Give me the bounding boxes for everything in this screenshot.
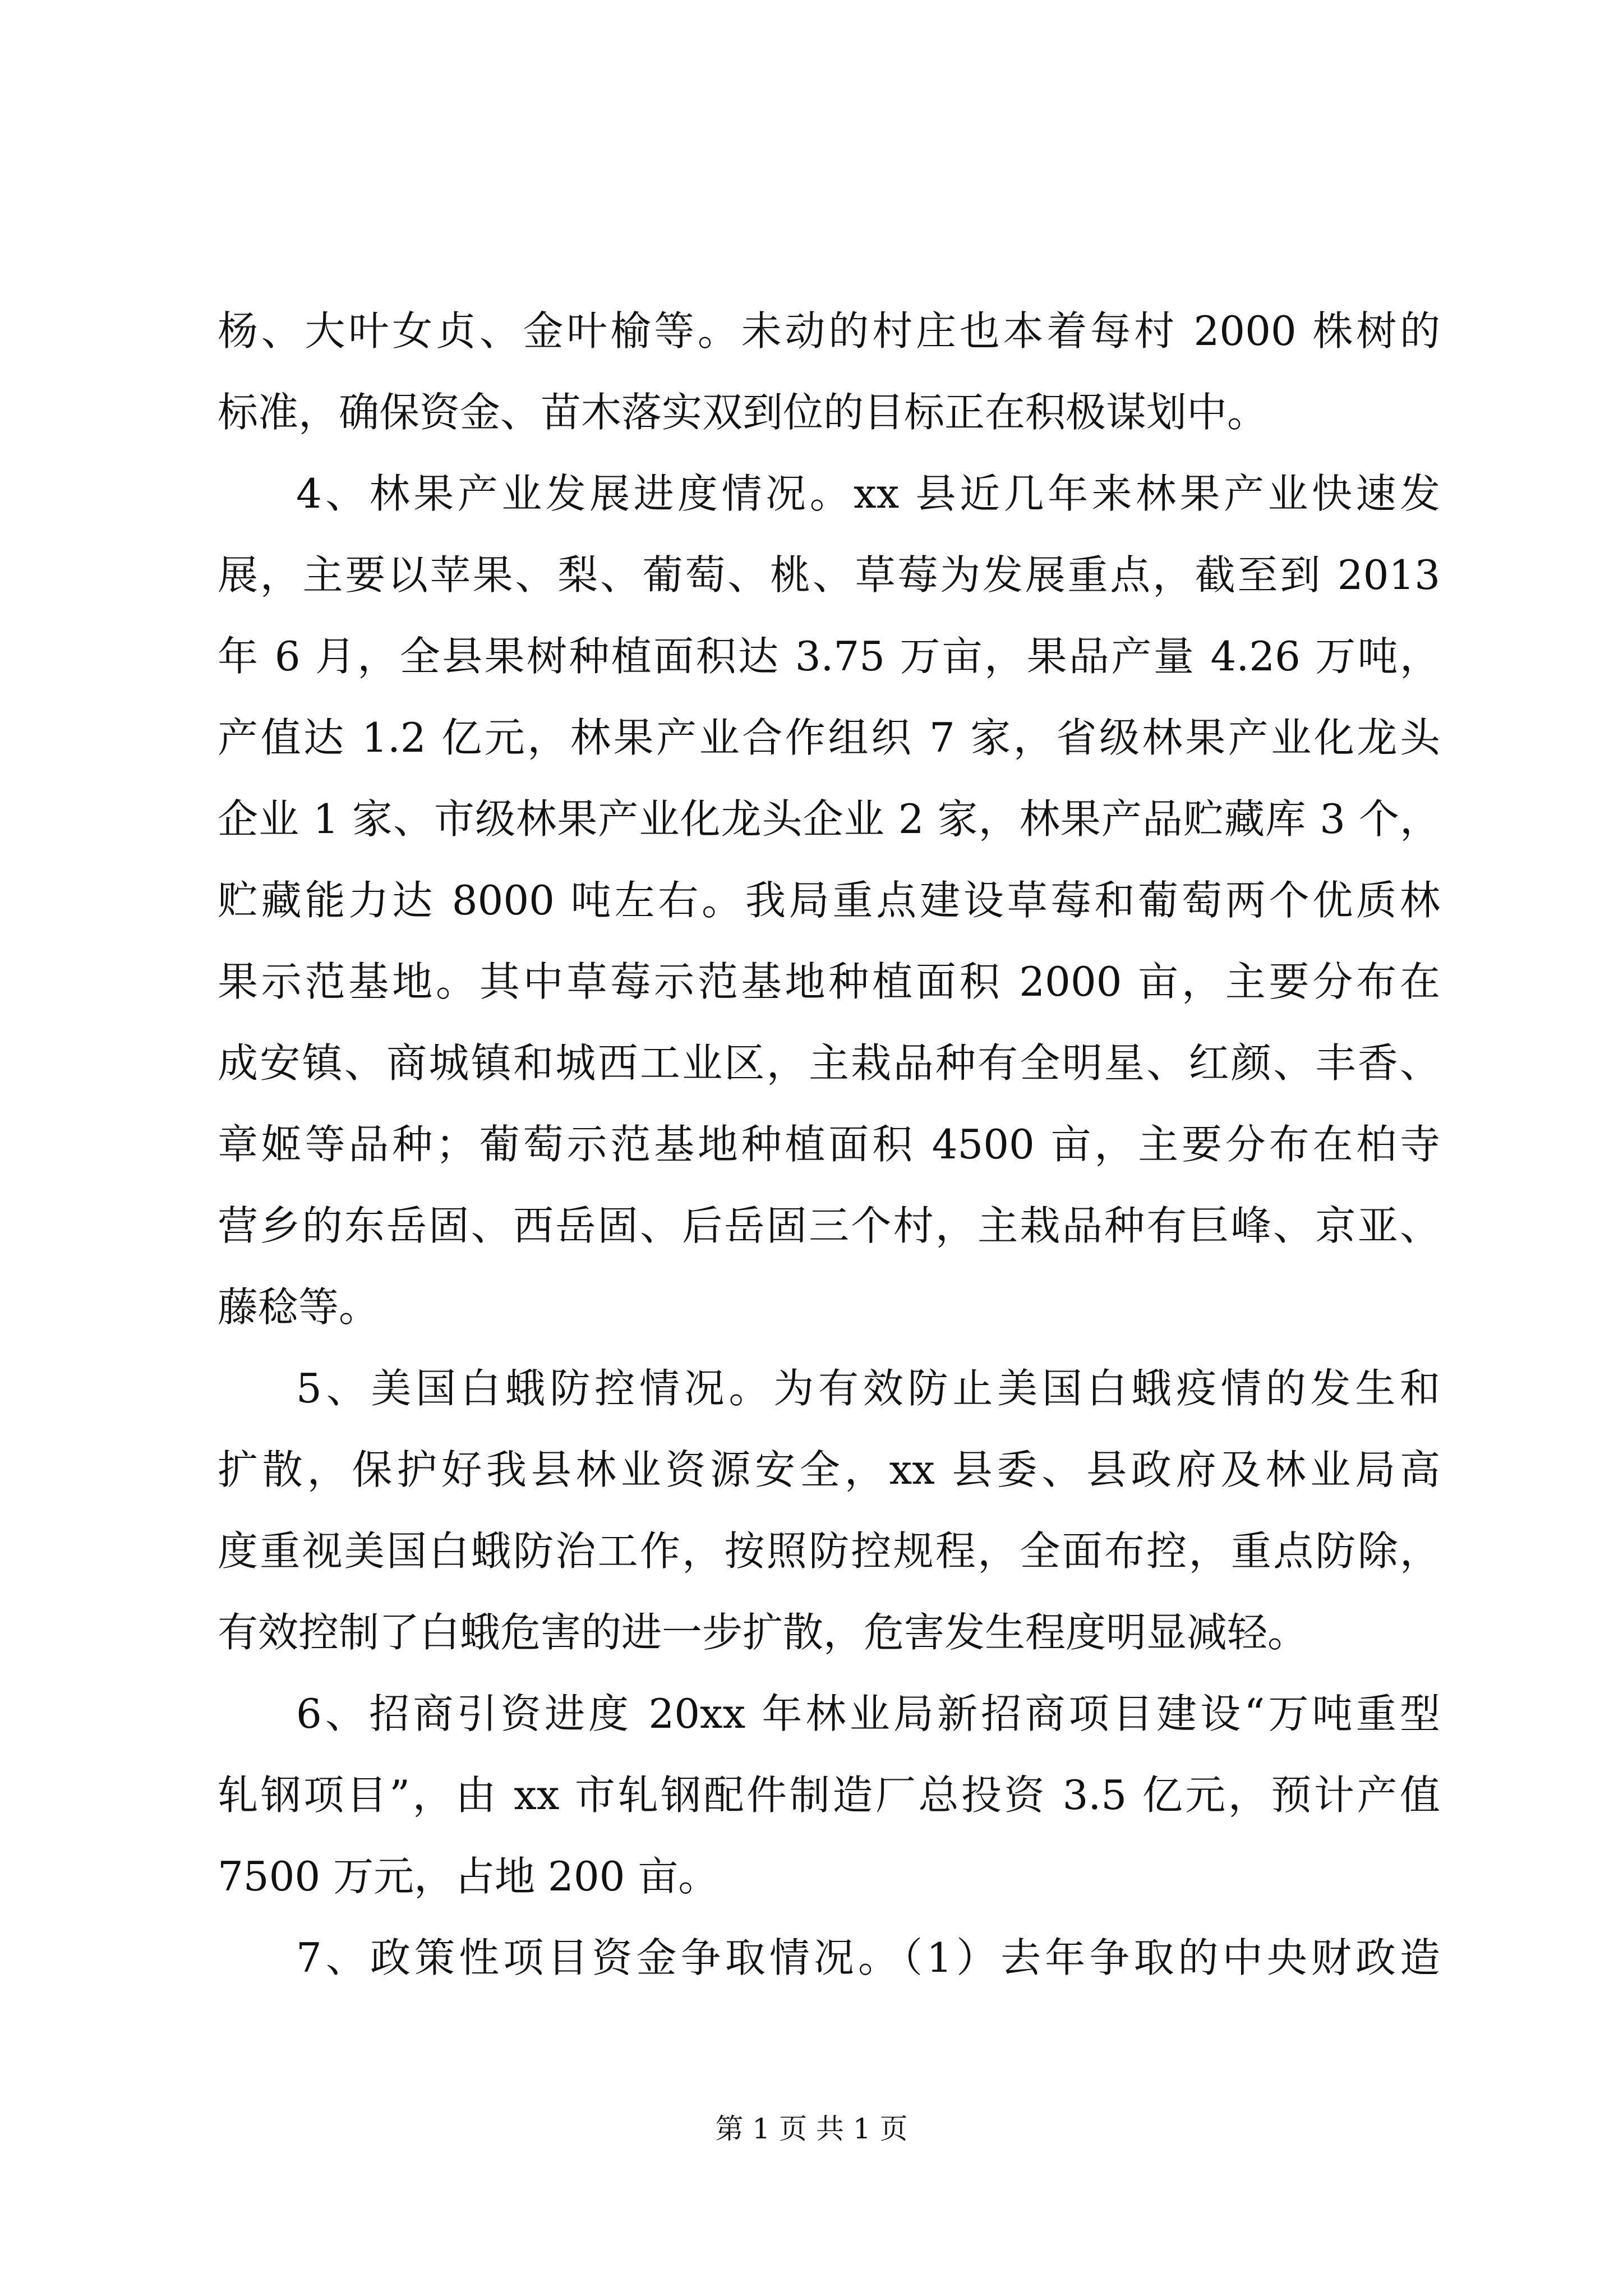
text-line: 展，主要以苹果、梨、葡萄、桃、草莓为发展重点，截至到 2013 <box>218 551 1440 599</box>
text-line: 产值达 1.2 亿元，林果产业合作组织 7 家，省级林果产业化龙头 <box>218 714 1440 761</box>
text-line: 有效控制了白蛾危害的进一步扩散，危害发生程度明显减轻。 <box>218 1609 1308 1656</box>
paragraph-start: 6、招商引资进度 20xx 年林业局新招商项目建设“万吨重型 <box>296 1690 1440 1737</box>
text-line: 标准，确保资金、苗木落实双到位的目标正在积极谋划中。 <box>218 389 1268 436</box>
text-line: 扩散，保护好我县林业资源安全，xx 县委、县政府及林业局高 <box>218 1446 1440 1493</box>
text-line: 贮藏能力达 8000 吨左右。我局重点建设草莓和葡萄两个优质林 <box>218 877 1440 924</box>
text-line: 成安镇、商城镇和城西工业区，主栽品种有全明星、红颜、丰香、 <box>218 1039 1440 1087</box>
text-line: 营乡的东岳固、西岳固、后岳固三个村，主栽品种有巨峰、京亚、 <box>218 1202 1440 1249</box>
text-line: 杨、大叶女贞、金叶榆等。未动的村庄也本着每村 2000 株树的 <box>218 307 1440 355</box>
text-line: 轧钢项目”，由 xx 市轧钢配件制造厂总投资 3.5 亿元，预计产值 <box>218 1772 1440 1819</box>
text-line: 章姬等品种；葡萄示范基地种植面积 4500 亩，主要分布在柏寺 <box>218 1121 1440 1168</box>
text-line: 果示范基地。其中草莓示范基地种植面积 2000 亩，主要分布在 <box>218 958 1440 1005</box>
text-line: 7500 万元，占地 200 亩。 <box>218 1853 719 1900</box>
paragraph-start: 4、林果产业发展进度情况。xx 县近几年来林果产业快速发 <box>296 470 1440 517</box>
paragraph-start: 7、政策性项目资金争取情况。（1）去年争取的中央财政造 <box>296 1934 1440 1981</box>
text-line: 企业 1 家、市级林果产业化龙头企业 2 家，林果产品贮藏库 3 个， <box>218 795 1440 843</box>
text-line: 藤稔等。 <box>218 1283 380 1331</box>
paragraph-start: 5、美国白蛾防控情况。为有效防止美国白蛾疫情的发生和 <box>296 1365 1440 1412</box>
text-line: 年 6 月，全县果树种植面积达 3.75 万亩，果品产量 4.26 万吨， <box>218 633 1440 680</box>
text-line: 度重视美国白蛾防治工作，按照防控规程，全面布控，重点防除， <box>218 1527 1440 1575</box>
page-number-footer: 第 1 页 共 1 页 <box>715 2113 908 2145</box>
